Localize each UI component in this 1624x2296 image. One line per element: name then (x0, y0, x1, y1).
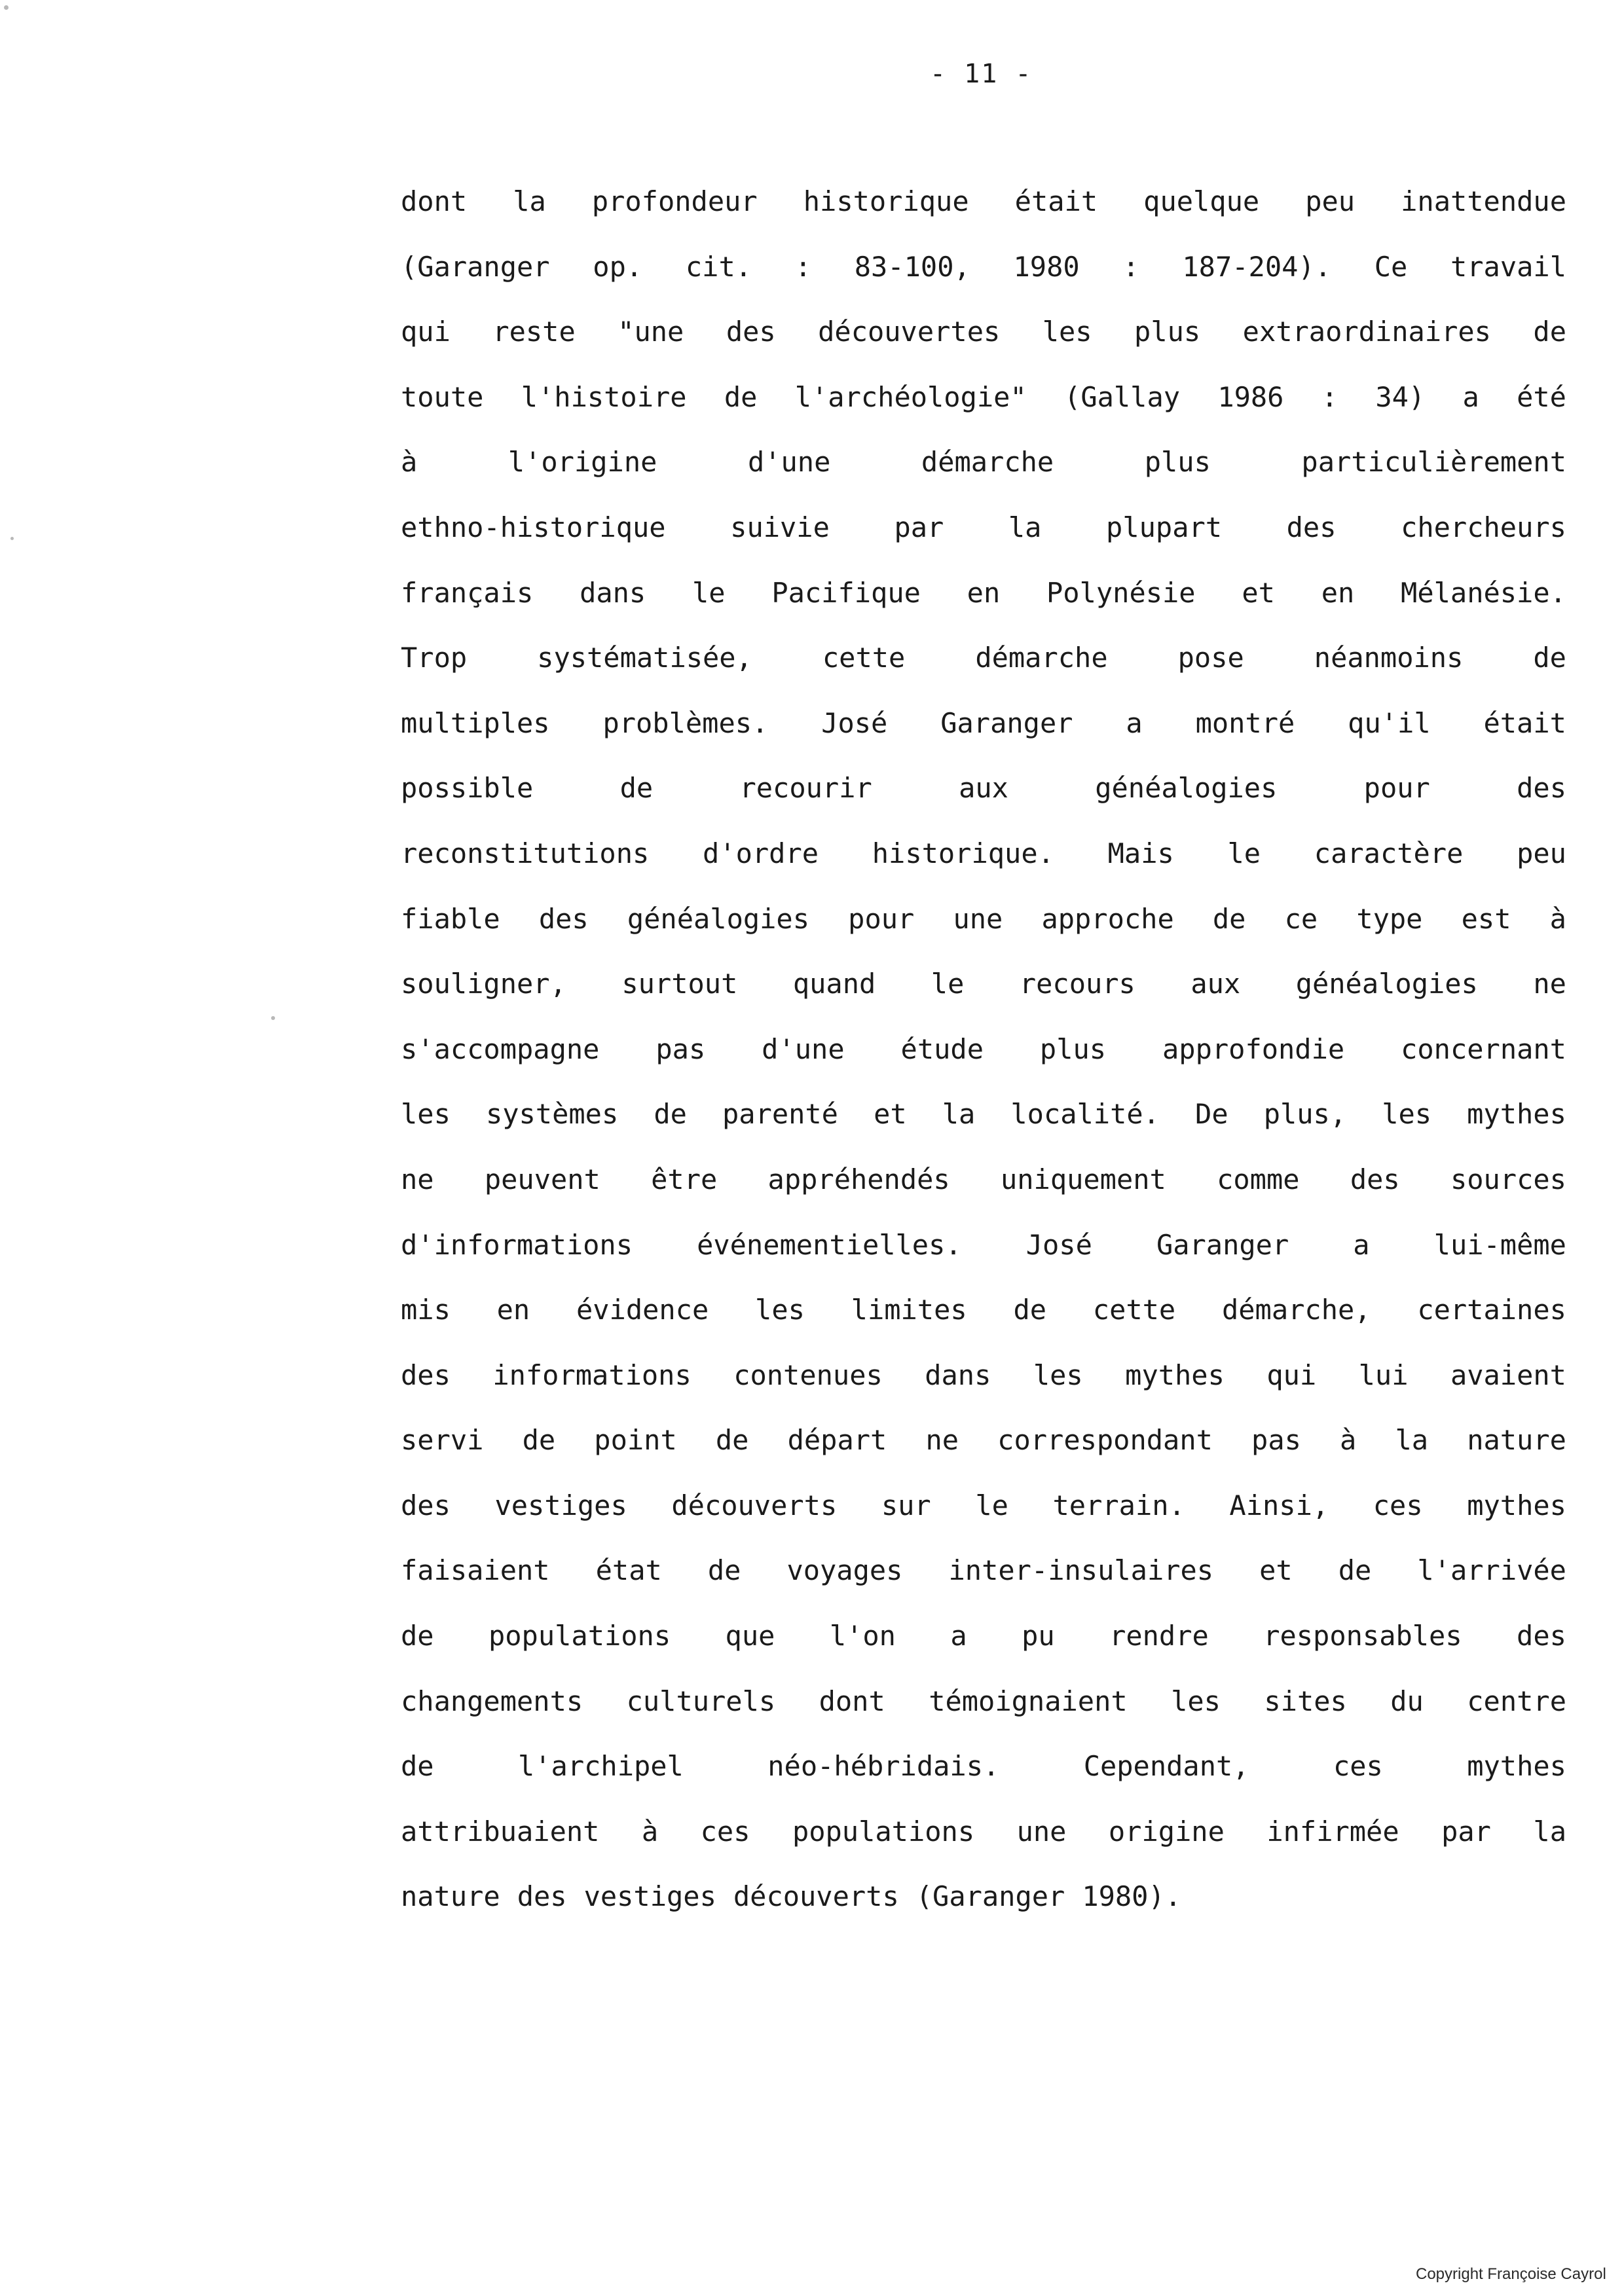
word: ces (700, 1815, 750, 1848)
text-line (401, 1226, 1566, 1291)
text-line (401, 1095, 1566, 1160)
scan-speck (4, 5, 9, 10)
word: systématisée, (537, 642, 752, 674)
word: : (1321, 380, 1338, 413)
word: "une (618, 316, 684, 348)
word: qu'il (1348, 706, 1431, 739)
word: des (517, 1880, 567, 1913)
scan-speck (271, 1016, 275, 1020)
word: limites (851, 1294, 967, 1326)
word: peu (1305, 185, 1356, 217)
word: peu (1517, 837, 1566, 869)
word: origine (1108, 1815, 1225, 1848)
word: a (950, 1620, 967, 1652)
word: à (401, 446, 418, 479)
word: ce (1284, 902, 1318, 935)
word: être (651, 1163, 718, 1195)
word: étude (900, 1032, 984, 1065)
word: extraordinaires (1242, 316, 1491, 348)
word: montré (1195, 706, 1295, 739)
word: : (794, 250, 812, 283)
word: localité. (1010, 1098, 1160, 1131)
word: découverts (733, 1880, 899, 1913)
word: chercheurs (1401, 511, 1566, 543)
word: des (538, 902, 589, 935)
word: op. (593, 250, 643, 283)
word: multiples (401, 706, 550, 739)
word: mythes (1125, 1358, 1225, 1391)
word: 187-204). (1182, 250, 1331, 283)
word: voyages (786, 1554, 903, 1587)
word: évidence (576, 1294, 709, 1326)
word: le (931, 968, 965, 1000)
text-line (401, 964, 1566, 1030)
word: la (1533, 1815, 1566, 1848)
word: plus (1144, 446, 1211, 479)
text-line (401, 900, 1566, 965)
word: l'archipel (517, 1750, 684, 1783)
word: populations (792, 1815, 975, 1848)
word: fiable (401, 902, 500, 935)
word: 83-100, (854, 250, 970, 283)
word: d'ordre (703, 837, 819, 869)
word: Mais (1107, 837, 1174, 869)
text-line (401, 1812, 1566, 1878)
word: les (1042, 316, 1092, 348)
word: attribuaient (401, 1815, 600, 1848)
word: contenues (733, 1358, 883, 1391)
word: sources (1450, 1163, 1566, 1195)
word: de (401, 1750, 434, 1783)
word: de (1013, 1294, 1047, 1326)
word: souligner, (401, 968, 566, 1000)
word: lui-même (1433, 1228, 1566, 1261)
word: quelque (1143, 185, 1260, 217)
text-line (401, 1616, 1566, 1682)
word: de (1338, 1554, 1372, 1587)
word: Polynésie (1046, 576, 1196, 609)
word: pas (655, 1032, 706, 1065)
word: des (401, 1358, 451, 1391)
text-line (401, 574, 1566, 639)
word: centre (1467, 1685, 1566, 1717)
word: ces (1333, 1750, 1383, 1783)
word: rendre (1109, 1620, 1209, 1652)
word: uniquement (1000, 1163, 1166, 1195)
word: possible (401, 772, 534, 805)
word: Trop (401, 642, 468, 674)
word: du (1390, 1685, 1424, 1717)
word: point (594, 1424, 677, 1457)
word: peuvent (484, 1163, 600, 1195)
word: à (641, 1815, 659, 1848)
word: généalogies (1095, 772, 1278, 805)
word: type (1356, 902, 1423, 935)
word: de (654, 1098, 687, 1131)
word: concernant (1401, 1032, 1566, 1065)
word: Ce (1374, 250, 1408, 283)
word: inattendue (1401, 185, 1566, 217)
word: surtout (621, 968, 738, 1000)
word: (Garanger (915, 1880, 1065, 1913)
word: pose (1177, 642, 1244, 674)
word: certaines (1417, 1294, 1566, 1326)
word: José (821, 706, 888, 739)
word: (Garanger (401, 250, 550, 283)
word: Garanger (940, 706, 1073, 739)
word: français (401, 576, 534, 609)
word: suivie (730, 511, 830, 543)
word: systèmes (485, 1098, 619, 1131)
word: le (692, 576, 726, 609)
word: historique (803, 185, 969, 217)
word: découvertes (818, 316, 1001, 348)
word: de (619, 772, 654, 805)
word: des (1517, 1620, 1566, 1652)
word: néanmoins (1314, 642, 1464, 674)
text-line (401, 638, 1566, 704)
word: ne (925, 1424, 959, 1457)
word: d'une (747, 446, 831, 479)
word: événementielles. (697, 1228, 962, 1261)
word: pour (848, 902, 915, 935)
word: et (1259, 1554, 1293, 1587)
word: changements (401, 1685, 583, 1717)
word: mythes (1467, 1750, 1566, 1783)
text-line (401, 1747, 1566, 1812)
word: de (1533, 316, 1566, 348)
word: vestiges (494, 1489, 627, 1522)
word: la (513, 185, 546, 217)
word: reste (492, 316, 576, 348)
word: des (1350, 1163, 1400, 1195)
word: dans (580, 576, 646, 609)
word: en (967, 576, 1001, 609)
word: Cependant, (1083, 1750, 1249, 1783)
word: les (1033, 1358, 1083, 1391)
word: le (975, 1489, 1008, 1522)
word: 1980 (1013, 250, 1080, 283)
word: par (1441, 1815, 1491, 1848)
word: recourir (739, 772, 872, 805)
word: mythes (1467, 1098, 1566, 1131)
text-line (401, 1290, 1566, 1356)
word: de (707, 1554, 741, 1587)
scan-speck (10, 537, 14, 540)
word: en (496, 1294, 530, 1326)
word: Mélanésie. (1401, 576, 1566, 609)
word: en (1321, 576, 1355, 609)
word: de (1533, 642, 1566, 674)
word: à (1340, 1424, 1357, 1457)
word: qui (1266, 1358, 1317, 1391)
word: à (1549, 902, 1566, 935)
word: mythes (1467, 1489, 1566, 1522)
word: infirmée (1266, 1815, 1399, 1848)
page-number: - 11 - (930, 59, 1033, 89)
text-line (401, 1551, 1566, 1616)
word: s'accompagne (401, 1032, 600, 1065)
word: quand (792, 968, 876, 1000)
word: l'histoire (521, 380, 687, 413)
word: reconstitutions (401, 837, 650, 869)
word: a (1462, 380, 1479, 413)
word: était (1483, 706, 1566, 739)
text-line (401, 443, 1566, 508)
word: appréhendés (767, 1163, 950, 1195)
word: de (1212, 902, 1246, 935)
text-line (401, 1160, 1566, 1226)
word: qui (401, 316, 451, 348)
word: parenté (722, 1098, 838, 1131)
word: l'archéologie" (794, 380, 1027, 413)
word: d'informations (401, 1228, 633, 1261)
word: la (1008, 511, 1042, 543)
word: des (401, 1489, 451, 1522)
text-line (401, 1421, 1566, 1486)
word: historique. (872, 837, 1054, 869)
word: problèmes. (602, 706, 769, 739)
word: mis (401, 1294, 451, 1326)
word: une (953, 902, 1003, 935)
word: les (1171, 1685, 1221, 1717)
text-line (401, 247, 1566, 313)
text-line (401, 704, 1566, 769)
word: inter-insulaires (948, 1554, 1214, 1587)
word: ces (1373, 1489, 1423, 1522)
body-paragraph (401, 182, 1566, 1942)
word: est (1461, 902, 1511, 935)
word: aux (959, 772, 1008, 805)
word: dont (819, 1685, 885, 1717)
word: des (1286, 511, 1337, 543)
word: l'origine (507, 446, 657, 479)
word: recours (1019, 968, 1135, 1000)
word: dont (401, 185, 468, 217)
word: José (1025, 1228, 1092, 1261)
word: l'on (829, 1620, 896, 1652)
word: de (401, 1620, 434, 1652)
word: travail (1450, 250, 1566, 283)
word: cette (1092, 1294, 1176, 1326)
text-line (401, 312, 1566, 378)
word: 1986 (1217, 380, 1284, 413)
word: départ (787, 1424, 887, 1457)
text-line (401, 769, 1566, 834)
word: De (1195, 1098, 1228, 1131)
word: ne (1533, 968, 1566, 1000)
word: généalogies (627, 902, 810, 935)
word: était (1014, 185, 1098, 217)
text-line (401, 1486, 1566, 1552)
word: généalogies (1295, 968, 1478, 1000)
word: Garanger (1156, 1228, 1289, 1261)
word: vestiges (583, 1880, 716, 1913)
word: pas (1251, 1424, 1301, 1457)
word: découverts (671, 1489, 838, 1522)
word: une (1016, 1815, 1067, 1848)
word: 34) (1375, 380, 1426, 413)
word: des (726, 316, 776, 348)
word: servi (401, 1424, 484, 1457)
word: profondeur (591, 185, 758, 217)
word: nature (401, 1880, 500, 1913)
word: ethno-historique (401, 511, 666, 543)
word: d'une (762, 1032, 845, 1065)
word: : (1122, 250, 1139, 283)
text-line (401, 1682, 1566, 1747)
word: et (1242, 576, 1275, 609)
word: informations (492, 1358, 692, 1391)
word: avaient (1450, 1358, 1566, 1391)
word: responsables (1263, 1620, 1462, 1652)
word: Pacifique (771, 576, 921, 609)
word: état (595, 1554, 662, 1587)
word: et (874, 1098, 907, 1131)
word: plus (1134, 316, 1201, 348)
text-line (401, 1030, 1566, 1095)
word: Ainsi, (1229, 1489, 1329, 1522)
word: de (724, 380, 758, 413)
word: sur (881, 1489, 931, 1522)
word: 1980). (1082, 1880, 1182, 1913)
word: caractère (1314, 837, 1464, 869)
word: démarche (975, 642, 1108, 674)
word: a (1126, 706, 1143, 739)
word: plupart (1106, 511, 1223, 543)
word: faisaient (401, 1554, 550, 1587)
word: de (715, 1424, 749, 1457)
word: été (1517, 380, 1566, 413)
word: par (894, 511, 944, 543)
word: que (725, 1620, 775, 1652)
word: des (1517, 772, 1566, 805)
word: démarche (921, 446, 1054, 479)
word: cette (822, 642, 906, 674)
word: de (522, 1424, 556, 1457)
word: démarche, (1221, 1294, 1371, 1326)
word: l'arrivée (1417, 1554, 1566, 1587)
word: les (1382, 1098, 1432, 1131)
copyright-notice: Copyright Françoise Cayrol (1416, 2265, 1606, 2283)
word: ne (401, 1163, 434, 1195)
text-line (401, 378, 1566, 443)
word: pour (1363, 772, 1430, 805)
word: toute (401, 380, 484, 413)
word: approche (1041, 902, 1174, 935)
word: le (1227, 837, 1261, 869)
word: culturels (626, 1685, 776, 1717)
word: a (1353, 1228, 1370, 1261)
text-line (401, 1356, 1566, 1421)
text-line (401, 182, 1566, 247)
text-line (401, 834, 1566, 900)
word: la (942, 1098, 976, 1131)
word: correspondant (997, 1424, 1213, 1457)
word: approfondie (1162, 1032, 1345, 1065)
word: les (755, 1294, 805, 1326)
text-line (401, 508, 1566, 574)
word: la (1395, 1424, 1429, 1457)
word: (Gallay (1064, 380, 1181, 413)
word: lui (1358, 1358, 1409, 1391)
word: plus (1039, 1032, 1107, 1065)
word: plus, (1263, 1098, 1347, 1131)
word: particulièrement (1301, 446, 1566, 479)
word: néo-hébridais. (767, 1750, 1000, 1783)
word: sites (1264, 1685, 1347, 1717)
word: aux (1190, 968, 1241, 1000)
word: cit. (685, 250, 752, 283)
word: populations (488, 1620, 671, 1652)
word: témoignaient (929, 1685, 1128, 1717)
word: comme (1217, 1163, 1300, 1195)
word: pu (1022, 1620, 1055, 1652)
word: les (401, 1098, 451, 1131)
word: nature (1467, 1424, 1566, 1457)
text-line (401, 1877, 1566, 1942)
word: dans (925, 1358, 991, 1391)
word: terrain. (1052, 1489, 1185, 1522)
